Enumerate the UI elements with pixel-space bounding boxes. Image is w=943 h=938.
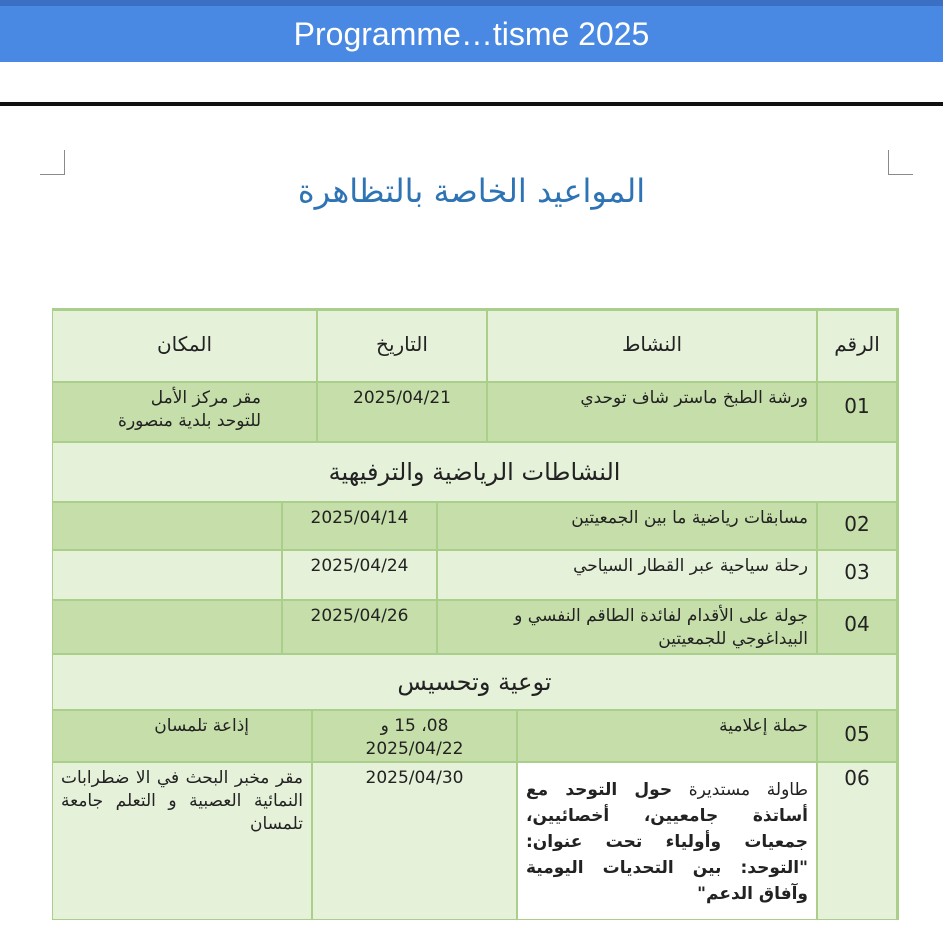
row-05-place: إذاعة تلمسان (52, 710, 312, 762)
row-06-activity (517, 762, 817, 920)
row-06-place: مقر مخبر البحث في الا ضطرابات النمائية العصبية و التعلم جامعة تلمسان (52, 762, 312, 920)
row-05-activity: حملة إعلامية (517, 710, 817, 762)
row-02-place (52, 502, 282, 550)
section-sports-title: النشاطات الرياضية والترفيهية (52, 442, 897, 502)
header-place: المك‍ان (52, 310, 317, 382)
document-title: Programme…tisme 2025 (293, 15, 650, 52)
section-awareness-title: ت‍وعي‍ة وت‍حسي‍س (52, 654, 897, 710)
row-02-activity: مسابقات رياضية ما بين الجمعيتين (437, 502, 817, 550)
schedule-table (52, 308, 899, 920)
row-01-place (52, 382, 317, 442)
row-05-date (312, 710, 517, 762)
header-date: التاري‍خ (317, 310, 487, 382)
row-04-date: 2025/04/26 (282, 600, 437, 654)
row-04-activity: جولة على الأقدام لفائدة الطاقم النفسي و البيداغوجي للجمعيتين (437, 600, 817, 654)
row-02-date: 2025/04/14 (282, 502, 437, 550)
row-03-number: 03 (817, 550, 897, 600)
row-03-date: 2025/04/24 (282, 550, 437, 600)
row-06-activity-details: حول التوحد مع أساتذة جامعيين، أخصائيين، جمعيات وأولياء تحت عنوان: "التوحد: بين التحديات اليومية وآفاق الدعم" (526, 780, 808, 904)
row-06-date: 2025/04/30 (312, 762, 517, 920)
row-02-number: 02 (817, 502, 897, 550)
row-05-number: 05 (817, 710, 897, 762)
row-03-activity: رحلة سياحية عبر القطار السياحي (437, 550, 817, 600)
row-06-number: 06 (817, 762, 897, 920)
header-activity: النش‍اط (487, 310, 817, 382)
row-01-activity: ورشة الطبخ ماستر شاف توحدي (487, 382, 817, 442)
header-number: الرقم (817, 310, 897, 382)
row-01-date: 2025/04/21 (317, 382, 487, 442)
row-03-place (52, 550, 282, 600)
row-01-number: 01 (817, 382, 897, 442)
row-04-number: 04 (817, 600, 897, 654)
row-05-date-line2: 2025/04/22 (365, 739, 464, 759)
row-04-place (52, 600, 282, 654)
row-05-date-line1: 08، 15 و (380, 716, 449, 736)
row-06-activity-prefix: طاولة مستديرة (688, 780, 809, 800)
page-divider (0, 102, 943, 106)
row-01-place-line2: للتوحد بلدية منصورة (118, 411, 261, 431)
page-heading: المواعيد الخاصة بالتظاهرة (297, 172, 646, 210)
document-title-bar (0, 6, 943, 62)
row-01-place-line1: مقر مركز الأمل (150, 388, 261, 408)
